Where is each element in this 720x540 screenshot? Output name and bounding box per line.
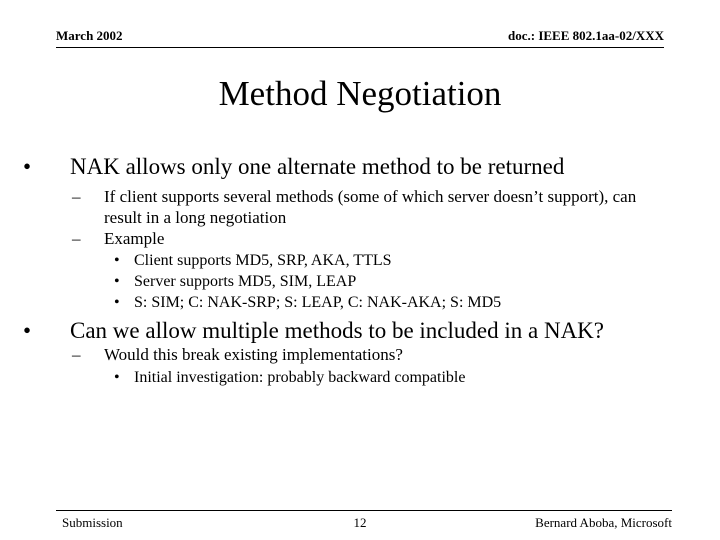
example-item-1-text: Client supports MD5, SRP, AKA, TTLS <box>134 252 392 269</box>
bullet-icon: • <box>23 318 32 343</box>
bullet-1-sub-2-text: Example <box>104 229 165 248</box>
footer-page-number: 12 <box>353 515 367 530</box>
bullet-2-sub-1-text: Would this break existing implementations? <box>104 345 403 364</box>
dash-icon: – <box>72 187 81 206</box>
footer-submission: Submission <box>62 515 123 530</box>
footer-divider <box>56 510 672 511</box>
bullet-icon: • <box>23 154 32 179</box>
bullet-icon: • <box>114 252 120 269</box>
bullet-icon: • <box>114 294 120 311</box>
example-item-2-text: Server supports MD5, SIM, LEAP <box>134 273 357 290</box>
bullet-icon: • <box>114 273 120 290</box>
dash-icon: – <box>72 345 81 364</box>
header-doc-id: doc.: IEEE 802.1aa-02/XXX <box>507 28 664 43</box>
footer-author: Bernard Aboba, Microsoft <box>535 515 672 530</box>
bullet-icon: • <box>114 369 120 386</box>
slide-title: Method Negotiation <box>218 74 502 113</box>
investigation-item-text: Initial investigation: probably backward compatible <box>134 369 466 386</box>
bullet-1-text: NAK allows only one alternate method to be returned <box>70 154 565 179</box>
bullet-1-sub-1-text: If client supports several methods (some of which server doesn’t support), can result in a long negotiation <box>104 187 637 227</box>
dash-icon: – <box>72 229 81 248</box>
header-divider <box>56 47 664 48</box>
header-date: March 2002 <box>56 28 123 43</box>
example-item-3-text: S: SIM; C: NAK-SRP; S: LEAP, C: NAK-AKA; S: MD5 <box>134 294 502 311</box>
bullet-2-text: Can we allow multiple methods to be included in a NAK? <box>70 318 604 343</box>
